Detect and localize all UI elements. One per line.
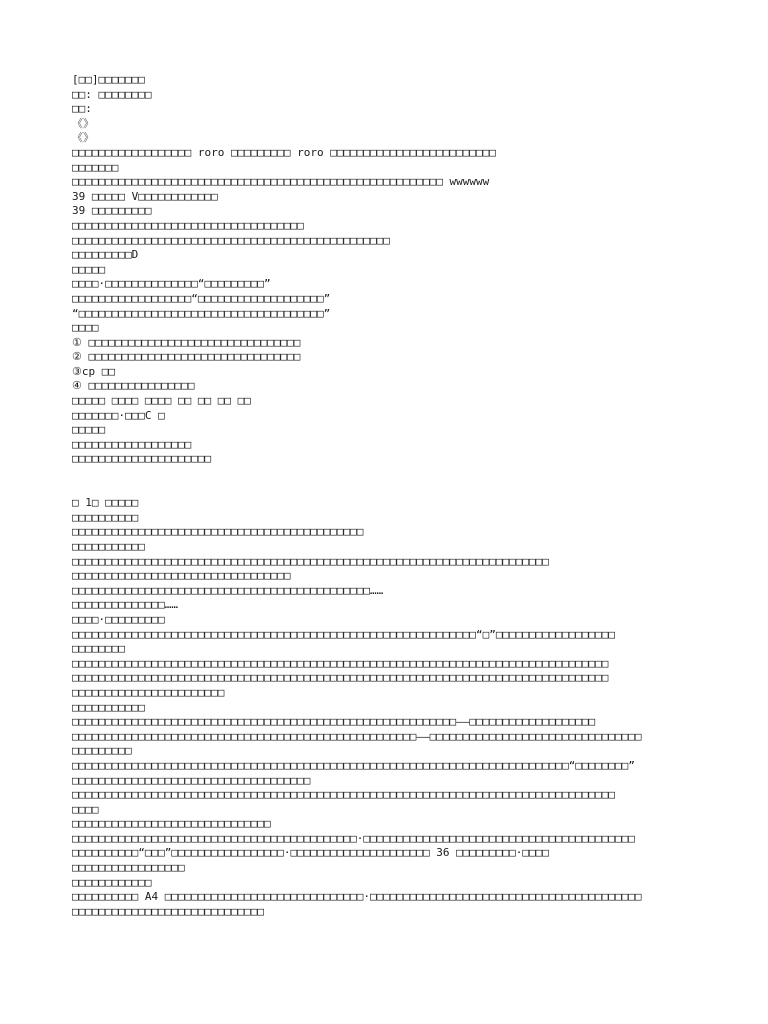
document-body <box>72 73 732 919</box>
text-line: □□: □□□□□□□□ <box>72 87 152 101</box>
text-line: □□□□□□□□□□□□□□□□□□□□□□□□□□□□□□□□□ <box>72 569 291 583</box>
text-line: □□□□ <box>72 802 99 816</box>
text-line: □□□□□□□□□□□□□□□□□□□□□□□□□□□□□□□□□□□□□□□□□□□□□□□□□□□□□□□□□□□□□□□□□□□□□□□□□□□□□□□□□ <box>72 671 609 685</box>
text-line: □□□□□□□□□□□□□□…… <box>72 598 178 612</box>
text-line: □□□□□□□□□□□□□□□□□□□□□□□□□□□□□□□□□□□□□□□□□□□□□…… <box>72 583 384 597</box>
text-line: □□□□□□□□□□□□□□□□□□□□□□□□□□□□□□□□□□□□□□□□□□□□□□□□□□□□□□□□□□□□□□□□□□□□□□□□□□□□□□□□□□ <box>72 788 616 802</box>
text-line: □□: <box>72 102 92 116</box>
text-line: □□□□□□□□□□□ <box>72 700 145 714</box>
text-line: □□□□□□□□□□□□□□□□□□□□□□□□□□□□□□□□□□□ <box>72 218 304 232</box>
text-line: □□□□□□□□□□□□□□□□□□□□□□□□□□□□□□□□□□□□□□□□□□□□□□□□□□□□□□□□□□□□□□□□□□□□□□□□□□□“□□□□□□□□” <box>72 758 635 772</box>
text-line: □□□□□□□□□□□□□□□□□□ roro □□□□□□□□□ roro □□□□□□□□□□□□□□□□□□□□□□□□□ <box>72 145 496 159</box>
text-line: □□□□□□□□□□□□□□□□□□□□□ <box>72 452 212 466</box>
text-line: ② □□□□□□□□□□□□□□□□□□□□□□□□□□□□□□□□ <box>72 350 301 364</box>
text-line: □□□□□□□□□ <box>72 744 132 758</box>
text-line: □□□□□□□□□□□□□□□□□□□□□□□□□□□□□□□□□□□□□□□□□□□□□□□□ <box>72 233 390 247</box>
text-line: 39 □□□□□ V□□□□□□□□□□□□ <box>72 189 218 203</box>
text-line <box>72 482 732 497</box>
text-line: □□□□□□□□□□□□□□□□□□□□□□□□□□□□□□□□□□□□□□□□□□□□□□□□□□□□□□□□ wwwwww <box>72 175 490 189</box>
text-line: □□□□□□□ <box>72 160 119 174</box>
text-line <box>72 467 732 482</box>
text-line: 《》 <box>72 131 94 145</box>
text-line: □ 1□ □□□□□ <box>72 496 139 510</box>
text-line: □□□□□□□□□□“□□□”□□□□□□□□□□□□□□□□□·□□□□□□□□□□□□□□□□□□□□□ 36 □□□□□□□□□·□□□□ <box>72 846 549 860</box>
text-line: □□□□□□□□□□□□□□□□□□□□□□□□□□□□□□□□□□□□ <box>72 773 311 787</box>
text-line: □□□□□□□□□□□□□□□□□□□□□□□□□□□□□□ <box>72 817 271 831</box>
text-line: ③cp □□ <box>72 364 115 378</box>
text-line: 39 □□□□□□□□□ <box>72 204 152 218</box>
text-line: □□□□□□□□□□□□□□□□□□□□□□□□□□□□□□□□□□□□□□□□□□□□□□□□□□□□□□□□□□——□□□□□□□□□□□□□□□□□□□ <box>72 715 596 729</box>
text-line: □□□□·□□□□□□□□□ <box>72 612 165 626</box>
text-line: □□□□□□□□□□□□□□□□□□□□□□□□□□□□□□□□□□□□□□□□□□□□□□□□□□□□□□□□□□□□□□□□□□□□□□□□ <box>72 554 549 568</box>
text-line: □□□□□□□□ <box>72 642 125 656</box>
text-line: □□□□□□□□□□□□□□□□□□□□□□□□□□□□□□□□□□□□□□□□□□□□ <box>72 525 364 539</box>
text-line: □□□□□□□□□□□□□□□□□□□□□□□□□□□□□□□□□□□□□□□□□□□·□□□□□□□□□□□□□□□□□□□□□□□□□□□□□□□□□□□□□□□□□ <box>72 831 635 845</box>
text-line: □□□□□□□□□□□□□□□□□□ <box>72 437 192 451</box>
text-line: □□□□□□□□□D <box>72 248 139 262</box>
text-line: □□□□□□□□□□□□□□□□□□□□□□□□□□□□□□□□□□□□□□□□□□□□□□□□□□□□□□□□□□□□□□□□□□□□□□□□□□□□□□□□□ <box>72 656 609 670</box>
text-line: □□□□□ <box>72 262 106 276</box>
text-line: □□□□□□□□□□□□□□□□□□□□□□□ <box>72 685 225 699</box>
text-line: □□□□□□□□□□□□□□□□□□“□□□□□□□□□□□□□□□□□□□” <box>72 291 331 305</box>
text-line: □□□□□□□·□□□C □ <box>72 408 165 422</box>
text-line: [□□]□□□□□□□ <box>72 73 145 86</box>
text-line: □□□□□□□□□□□□□□□□□□□□□□□□□□□□□ <box>72 904 265 918</box>
text-line: □□□□□ □□□□ □□□□ □□ □□ □□ □□ <box>72 394 251 408</box>
text-line: □□□□□□□□□□□□ <box>72 875 152 889</box>
text-line: “□□□□□□□□□□□□□□□□□□□□□□□□□□□□□□□□□□□□□” <box>72 306 331 320</box>
text-line: 《》 <box>72 116 94 130</box>
text-line: ④ □□□□□□□□□□□□□□□□ <box>72 379 195 393</box>
text-line: ① □□□□□□□□□□□□□□□□□□□□□□□□□□□□□□□□ <box>72 335 301 349</box>
text-line: □□□□□□□□□□□□□□□□□□□□□□□□□□□□□□□□□□□□□□□□□□□□□□□□□□□□——□□□□□□□□□□□□□□□□□□□□□□□□□□□□□□□□ <box>72 729 642 743</box>
text-line: □□□□ <box>72 321 99 335</box>
text-line: □□□□□□□□□□ <box>72 510 139 524</box>
text-line: □□□□□□□□□□□□□□□□□□□□□□□□□□□□□□□□□□□□□□□□□□□□□□□□□□□□□□□□□□□□□“□”□□□□□□□□□□□□□□□□□□ <box>72 627 616 641</box>
text-line: □□□□□ <box>72 423 106 437</box>
text-line: □□□□□□□□□□□□□□□□□ <box>72 861 185 875</box>
text-line: □□□□□□□□□□□ <box>72 540 145 553</box>
text-line: □□□□·□□□□□□□□□□□□□□“□□□□□□□□□” <box>72 277 271 291</box>
text-line: □□□□□□□□□□ A4 □□□□□□□□□□□□□□□□□□□□□□□□□□□□□□·□□□□□□□□□□□□□□□□□□□□□□□□□□□□□□□□□□□□□□□□□ <box>72 890 642 904</box>
